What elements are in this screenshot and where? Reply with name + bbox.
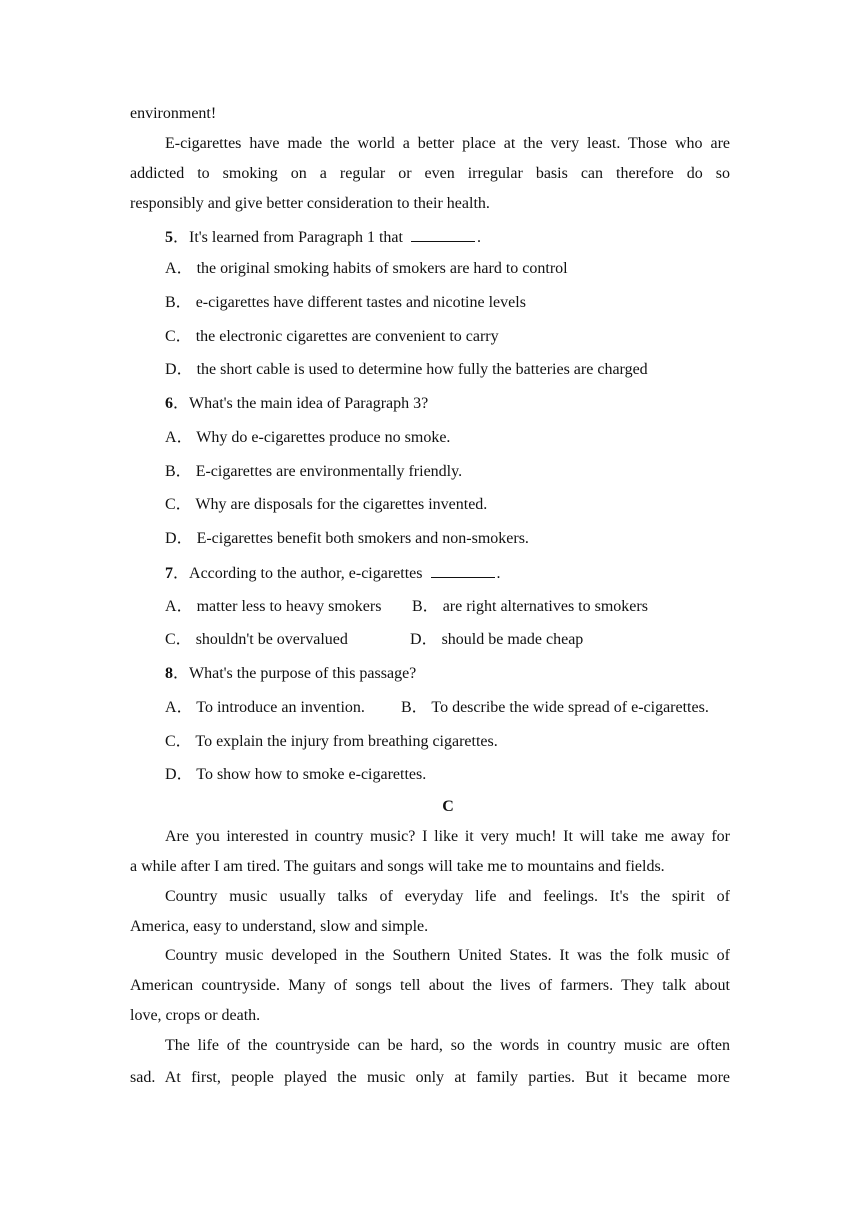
question-stem: What's the main idea of Paragraph 3?: [189, 395, 429, 412]
option-row-8ab: [165, 698, 765, 718]
passage-line: sad. At first, people played the music only at family parties. But it became more: [130, 1069, 730, 1086]
answer-blank: [411, 227, 475, 242]
option-8c: C． To explain the injury from breathing cigarettes.: [165, 733, 498, 750]
question-stem: According to the author, e-cigarettes: [189, 565, 423, 582]
option-row-7ab: [165, 597, 765, 617]
question-number: 8: [165, 665, 173, 682]
question-7: 7．According to the author, e-cigarettes .: [165, 565, 501, 582]
question-stem: What's the purpose of this passage?: [189, 665, 417, 682]
option-7a: A． matter less to heavy smokers: [165, 598, 382, 615]
passage-line: a while after I am tired. The guitars and songs will take me to mountains and fields.: [130, 858, 665, 875]
option-8d: D． To show how to smoke e-cigarettes.: [165, 766, 427, 783]
passage-line: Country music developed in the Southern United States. It was the folk music of: [165, 947, 730, 964]
question-number: 7: [165, 565, 173, 582]
passage-line: The life of the countryside can be hard, so the words in country music are often: [165, 1037, 730, 1054]
option-6c: C． Why are disposals for the cigarettes invented.: [165, 496, 488, 513]
option-5a: A． the original smoking habits of smokers are hard to control: [165, 260, 568, 277]
option-7c: C． shouldn't be overvalued: [165, 631, 348, 648]
option-6a: A． Why do e-cigarettes produce no smoke.: [165, 429, 451, 446]
option-5c: C． the electronic cigarettes are convenient to carry: [165, 328, 499, 345]
question-stem: It's learned from Paragraph 1 that: [189, 229, 403, 246]
option-5d: D． the short cable is used to determine how fully the batteries are charged: [165, 361, 648, 378]
option-7d: D． should be made cheap: [410, 631, 584, 648]
question-number: 5: [165, 229, 173, 246]
passage-line: American countryside. Many of songs tell about the lives of farmers. They talk about: [130, 977, 730, 994]
passage-line: love, crops or death.: [130, 1007, 261, 1024]
option-8b: B． To describe the wide spread of e-cigarettes.: [401, 699, 709, 716]
passage-line: environment!: [130, 105, 217, 122]
question-5: 5．It's learned from Paragraph 1 that .: [165, 229, 481, 246]
option-row-7cd: [165, 630, 765, 650]
option-8a: A． To introduce an invention.: [165, 699, 365, 716]
option-6d: D． E-cigarettes benefit both smokers and non-smokers.: [165, 530, 529, 547]
section-heading: C: [442, 798, 454, 815]
option-7b: B． are right alternatives to smokers: [412, 598, 648, 615]
passage-line: addicted to smoking on a regular or even irregular basis can therefore do so: [130, 165, 730, 182]
passage-line: responsibly and give better consideration to their health.: [130, 195, 490, 212]
answer-blank: [431, 563, 495, 578]
passage-line: Country music usually talks of everyday life and feelings. It's the spirit of: [165, 888, 730, 905]
question-number: 6: [165, 395, 173, 412]
passage-line: America, easy to understand, slow and simple.: [130, 918, 429, 935]
question-8: 8．What's the purpose of this passage?: [165, 665, 417, 682]
option-6b: B． E-cigarettes are environmentally friendly.: [165, 463, 463, 480]
option-5b: B． e-cigarettes have different tastes and nicotine levels: [165, 294, 526, 311]
passage-line: E-cigarettes have made the world a better place at the very least. Those who are: [165, 135, 730, 152]
passage-line: Are you interested in country music? I like it very much! It will take me away for: [165, 828, 730, 845]
question-6: 6．What's the main idea of Paragraph 3?: [165, 395, 429, 412]
